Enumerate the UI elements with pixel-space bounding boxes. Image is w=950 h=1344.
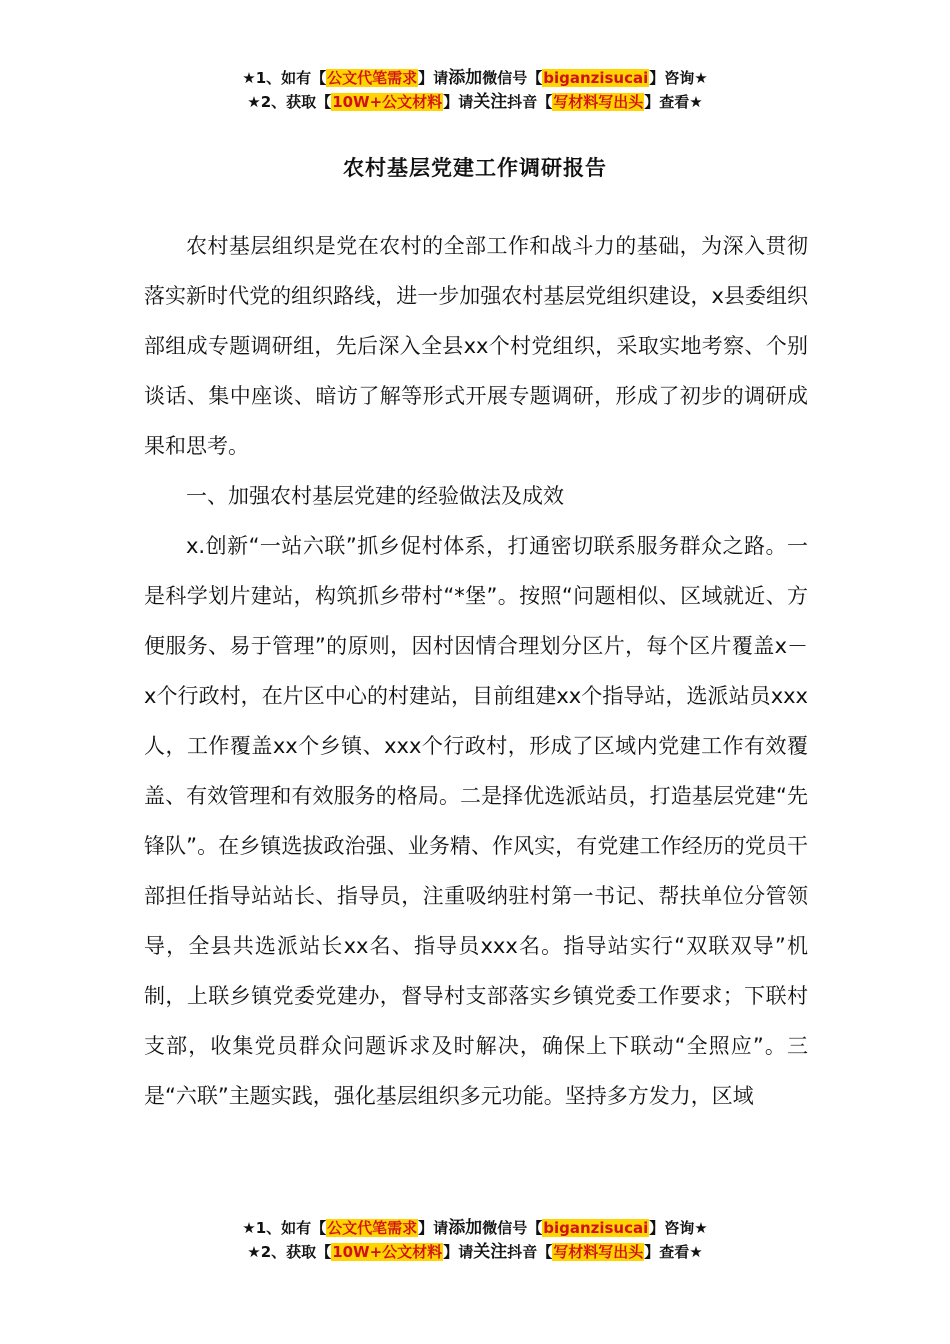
document-body [144,221,808,1121]
highlight-ghostwriting: 公文代笔需求 [327,69,418,87]
banner-text: 】查看★ [644,1243,703,1261]
highlight-douyin-account: 写材料写出头 [553,1243,644,1261]
banner-text: 微信号【 [482,69,543,87]
banner-text: 微信号【 [482,1219,543,1237]
banner-text: 1、如有【 [255,1219,327,1237]
banner-text: 】请 [418,69,449,87]
banner-text: 】查看★ [644,93,703,111]
banner-text: 关注 [473,92,508,112]
banner-text: 】请 [443,93,474,111]
banner-text: 1、如有【 [255,69,327,87]
banner-text: 抖音【 [507,1243,553,1261]
highlight-ghostwriting: 公文代笔需求 [327,1219,418,1237]
banner-text: 】请 [443,1243,474,1261]
banner-text: 添加 [448,68,483,88]
star-icon: ★ [247,93,261,111]
banner-text: 】咨询★ [649,1219,708,1237]
star-icon: ★ [247,1243,261,1261]
banner-text: 】咨询★ [649,69,708,87]
banner-text: 抖音【 [507,93,553,111]
highlight-materials: 10W+公文材料 [332,93,443,111]
banner-text: 】请 [418,1219,449,1237]
body-paragraph: x.创新“一站六联”抓乡促村体系，打通密切联系服务群众之路。一是科学划片建站，构筑抓乡带村“*堡”。按照“问题相似、区域就近、方便服务、易于管理”的原则，因村因情合理划分区片，每个区片覆盖x－x个行政村，在片区中心的村建站，目前组建xx个指导站，选派站员xxx人，工作覆盖xx个乡镇、xxx个行政村，形成了区域内党建工作有效覆盖、有效管理和有效服务的格局。二是择优选派站员，打造基层党建“先锋队”。在乡镇选拔政治强、业务精、作风实，有党建工作经历的党员干部担任指导站站长、指导员，注重吸纳驻村第一书记、帮扶单位分管领导，全县共选派站长xx名、指导员xxx名。指导站实行“双联双导”机制，上联乡镇党委党建办，督导村支部落实乡镇党委工作要求；下联村支部，收集党员群众问题诉求及时解决，确保上下联动“全照应”。三是“六联”主题实践，强化基层组织多元功能。坚持多方发力，区域 [144,534,808,1108]
banner-line-2 [0,90,950,114]
banner-text: 添加 [448,1218,483,1238]
banner-text: 2、获取【 [260,1243,332,1261]
highlight-wechat-id: biganzisucai [543,1219,649,1237]
document-title: 农村基层党建工作调研报告 [343,156,607,180]
highlight-materials: 10W+公文材料 [332,1243,443,1261]
highlight-wechat-id: biganzisucai [543,69,649,87]
banner-line-1 [0,66,950,90]
footer-banner [0,1216,950,1264]
highlight-douyin-account: 写材料写出头 [553,93,644,111]
star-icon: ★ [242,69,256,87]
section-heading: 一、加强农村基层党建的经验做法及成效 [186,484,564,508]
star-icon: ★ [242,1219,256,1237]
banner-line-2 [0,1240,950,1264]
banner-line-1 [0,1216,950,1240]
banner-text: 关注 [473,1242,508,1262]
header-banner [0,66,950,114]
intro-paragraph: 农村基层组织是党在农村的全部工作和战斗力的基础，为深入贯彻落实新时代党的组织路线，进一步加强农村基层党组织建设，x县委组织部组成专题调研组，先后深入全县xx个村党组织，采取实地考察、个别谈话、集中座谈、暗访了解等形式开展专题调研，形成了初步的调研成果和思考。 [144,234,808,458]
banner-text: 2、获取【 [260,93,332,111]
